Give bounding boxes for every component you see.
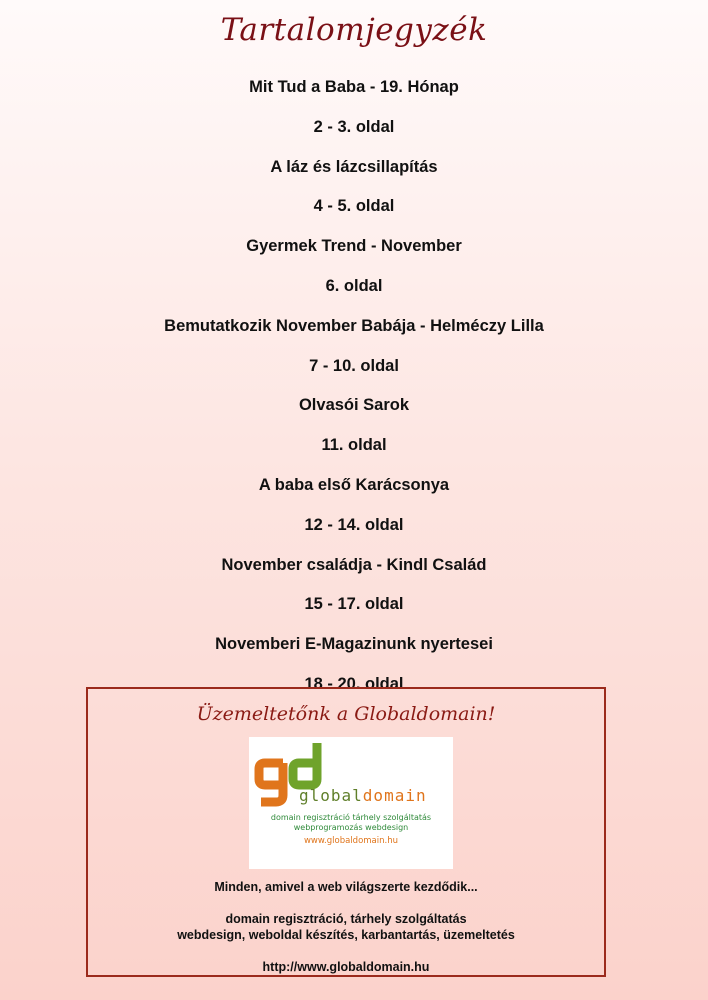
sponsor-box: [86, 687, 606, 977]
toc-page-range: 15 - 17. oldal: [304, 595, 404, 614]
toc-article-title: Olvasói Sarok: [298, 396, 410, 415]
table-of-contents: [0, 76, 708, 713]
logo-wordmark: globaldomain: [299, 786, 427, 805]
logo-url: www.globaldomain.hu: [303, 836, 398, 846]
toc-page-range: 18 - 20. oldal: [304, 674, 404, 693]
sponsor-services: webdesign, weboldal készítés, karbantartás, üzemeltetés: [177, 928, 515, 942]
toc-article-title: Mit Tud a Baba - 19. Hónap: [249, 78, 459, 96]
toc-page-range: 11. oldal: [321, 436, 387, 455]
sponsor-services: domain regisztráció, tárhely szolgáltatás: [225, 912, 467, 926]
toc-article-title: Novemberi E-Magazinunk nyertesei: [215, 635, 493, 654]
toc-article-title: A láz és lázcsillapítás: [270, 157, 438, 176]
toc-page-range: 4 - 5. oldal: [313, 197, 395, 216]
toc-article-title: Gyermek Trend - November: [246, 237, 462, 256]
sponsor-title: Üzemeltetőnk a Globaldomain!: [196, 703, 496, 725]
sponsor-slogan: Minden, amivel a web világszerte kezdődik...: [214, 880, 478, 894]
page-title: Tartalomjegyzék: [220, 12, 488, 48]
globaldomain-logo: [249, 737, 453, 869]
toc-article-title: A baba első Karácsonya: [258, 475, 450, 494]
toc-page-range: 2 - 3. oldal: [313, 117, 395, 136]
toc-page-range: 12 - 14. oldal: [304, 515, 404, 534]
logo-tagline: domain regisztráció tárhely szolgáltatás: [270, 813, 432, 822]
toc-article-title: Bemutatkozik November Babája - Helméczy Lilla: [164, 316, 544, 335]
toc-article-title: November családja - Kindl Család: [221, 555, 487, 574]
toc-page-range: 6. oldal: [325, 276, 383, 295]
sponsor-website-link[interactable]: http://www.globaldomain.hu: [262, 960, 430, 974]
logo-tagline: webprogramozás webdesign: [293, 823, 409, 832]
toc-page-range: 7 - 10. oldal: [309, 356, 399, 375]
